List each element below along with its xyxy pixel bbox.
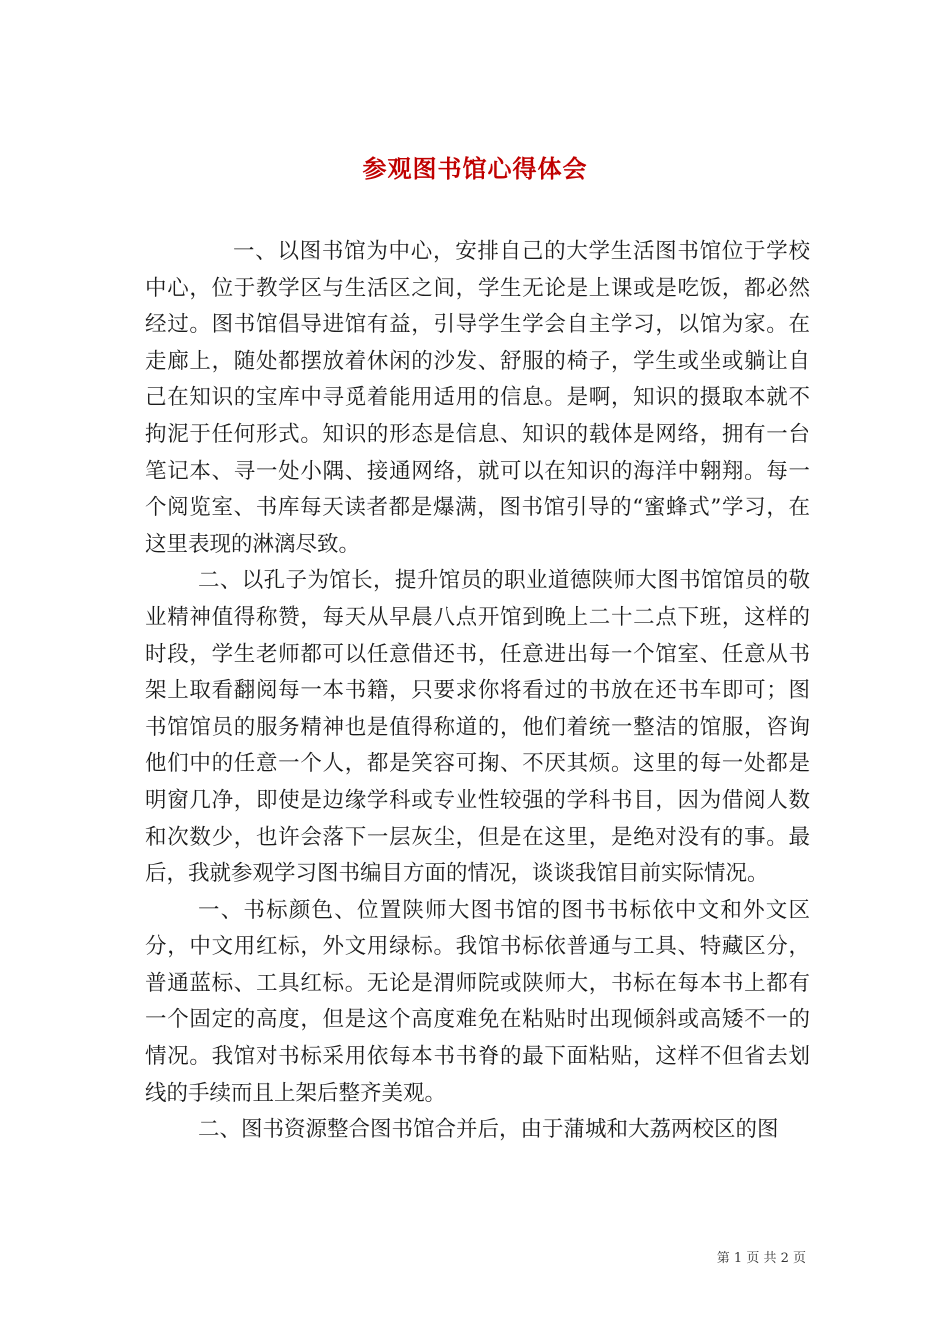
page-number-footer: 第 1 页 共 2 页 xyxy=(716,1251,806,1266)
paragraph-4: 二、图书资源整合图书馆合并后，由于蒲城和大荔两校区的图 xyxy=(198,1117,779,1143)
page-title: 参观图书馆心得体会 xyxy=(362,154,588,184)
document-body xyxy=(145,234,810,1149)
paragraph-2: 二、以孔子为馆长，提升馆员的职业道德陕师大图书馆馆员的敬业精神值得称赞，每天从早晨八点开馆到晚上二十二点下班，这样的时段，学生老师都可以任意借还书，任意进出每一个馆室、任意从书架上取看翻阅每一本书籍，只要求你将看过的书放在还书车即可；图书馆馆员的服务精神也是值得称道的，他们着统一整洁的馆服，咨询他们中的任意一个人，都是笑容可掬、不厌其烦。这里的每一处都是明窗几净，即使是边缘学科或专业性较强的学科书目，因为借阅人数和次数少，也许会落下一层灰尘，但是在这里，是绝对没有的事。最后，我就参观学习图书编目方面的情况，谈谈我馆目前实际情况。 xyxy=(145,568,810,887)
paragraph-3: 一、书标颜色、位置陕师大图书馆的图书书标依中文和外文区分，中文用红标，外文用绿标。我馆书标依普通与工具、特藏区分，普通蓝标、工具红标。无论是渭师院或陕师大，书标在每本书上都有一个固定的高度，但是这个高度难免在粘贴时出现倾斜或高矮不一的情况。我馆对书标采用依每本书书脊的最下面粘贴，这样不但省去划线的手续而且上架后整齐美观。 xyxy=(145,897,810,1106)
paragraph-1: 一、以图书馆为中心，安排自己的大学生活图书馆位于学校中心，位于教学区与生活区之间，学生无论是上课或是吃饭，都必然经过。图书馆倡导进馆有益，引导学生学会自主学习，以馆为家。在走廊上，随处都摆放着休闲的沙发、舒服的椅子，学生或坐或躺让自己在知识的宝库中寻觅着能用适用的信息。是啊，知识的摄取本就不拘泥于任何形式。知识的形态是信息、知识的载体是网络，拥有一台笔记本、寻一处小隅、接通网络，就可以在知识的海洋中翱翔。每一个阅览室、书库每天读者都是爆满，图书馆引导的“蜜蜂式”学习，在这里表现的淋漓尽致。 xyxy=(145,239,810,557)
